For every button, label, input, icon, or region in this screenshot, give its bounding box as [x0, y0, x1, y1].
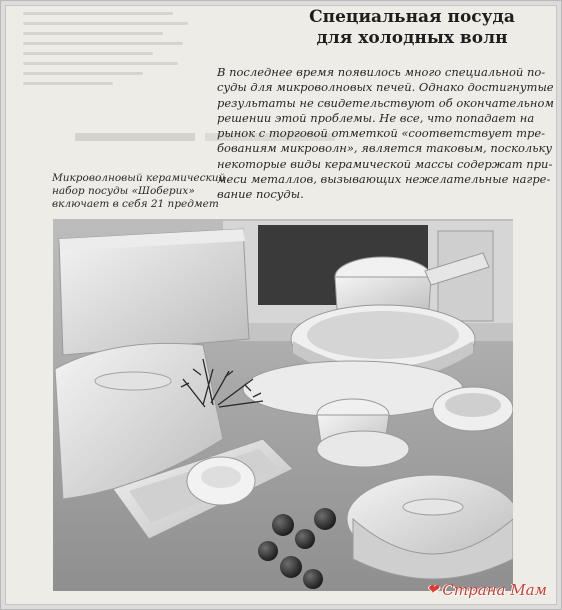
paragraph-line: вание посуды. — [217, 187, 304, 202]
paragraph-line: некоторые виды керамической массы содержат при- — [217, 156, 553, 171]
bleed-through-text — [5, 5, 195, 115]
site-watermark — [427, 581, 547, 599]
small-dish-right — [433, 387, 513, 431]
magazine-page — [5, 5, 557, 605]
caption-line: набор посуды «Шоберих» — [52, 185, 195, 197]
paragraph-line: суды для микроволновых печей. Однако достигнутые — [217, 80, 554, 95]
bleed-through-heading — [75, 133, 195, 141]
title-line-1: Специальная посуда — [309, 7, 515, 27]
watermark-text: Страна Мам — [442, 581, 547, 599]
caption-line: Микроволновый керамический — [52, 172, 226, 184]
title-line-2: для холодных волн — [316, 28, 508, 48]
lidded-casserole-right — [347, 475, 513, 579]
paragraph-line: В последнее время появилось много специальной по- — [217, 65, 546, 79]
article-paragraph — [217, 65, 554, 203]
paragraph-line: меси металлов, вызывающих нежелательные нагре- — [217, 172, 551, 187]
small-lidded-dish — [187, 457, 255, 505]
photo-caption — [52, 172, 226, 211]
caption-line: включает в себя 21 предмет — [52, 198, 219, 210]
article-title — [267, 7, 557, 49]
cookware-illustration — [53, 219, 513, 591]
paragraph-line: решении этой проблемы. Не все, что попадает на — [217, 110, 535, 125]
paragraph-line: бованиям микроволн», является таковым, поскольку — [217, 141, 553, 156]
paragraph-line: рынок с торговой отметкой «соответствует тре- — [217, 126, 546, 141]
cookware-photo — [53, 219, 513, 591]
tall-dish-back — [59, 229, 249, 355]
heart-icon: ❤ — [426, 582, 439, 598]
paragraph-line: результаты не свидетельствуют об окончательном — [217, 95, 554, 110]
